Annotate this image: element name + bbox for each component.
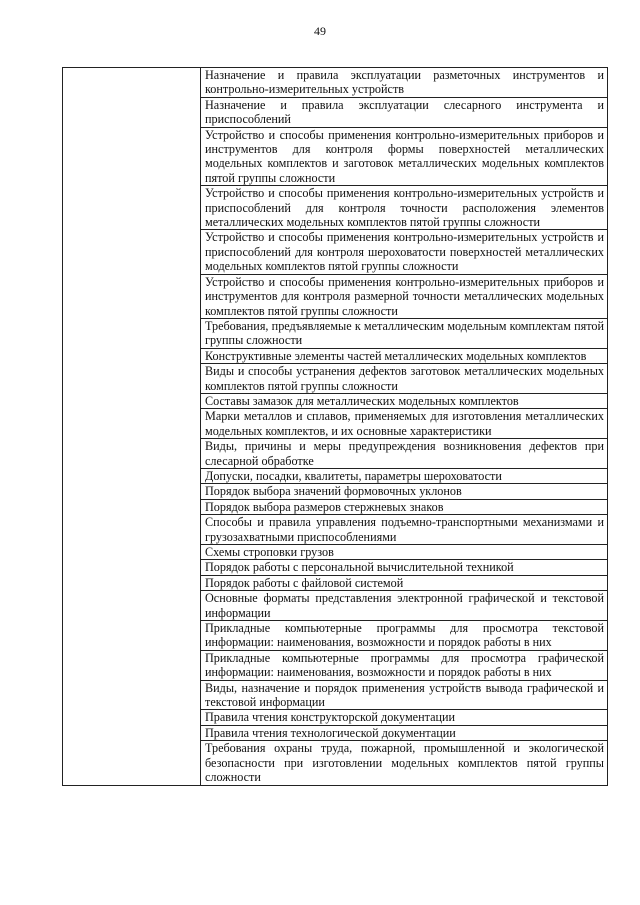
- table-cell: Требования охраны труда, пожарной, промышленной и экологической безопасности при изготовлении модельных комплектов пятой группы сложности: [201, 741, 608, 785]
- table-cell: Устройство и способы применения контрольно-измерительных устройств и приспособлений для контроля точности расположения элементов металлических модельных комплектов пятой группы сложности: [201, 186, 608, 230]
- table-cell: Прикладные компьютерные программы для просмотра графической информации: наименования, возможности и порядок работы в них: [201, 650, 608, 680]
- table-cell: Способы и правила управления подъемно-транспортными механизмами и грузозахватными приспособлениями: [201, 515, 608, 545]
- table-cell: Устройство и способы применения контрольно-измерительных устройств и приспособлений для контроля шероховатости поверхностей металлических модельных комплектов пятой группы сложности: [201, 230, 608, 274]
- table-cell: Марки металлов и сплавов, применяемых для изготовления металлических модельных комплектов, и их основные характеристики: [201, 409, 608, 439]
- table-cell: Составы замазок для металлических модельных комплектов: [201, 393, 608, 408]
- table-cell: Правила чтения конструкторской документации: [201, 710, 608, 725]
- table-cell: Порядок работы с персональной вычислительной техникой: [201, 560, 608, 575]
- page-number: 49: [314, 24, 326, 38]
- table-cell: Схемы строповки грузов: [201, 545, 608, 560]
- table-cell: Порядок работы с файловой системой: [201, 575, 608, 590]
- table-cell: Устройство и способы применения контрольно-измерительных приборов и инструментов для контроля размерной точности металлических модельных комплектов пятой группы сложности: [201, 274, 608, 318]
- table-cell: Назначение и правила эксплуатации разметочных инструментов и контрольно-измерительных устройств: [201, 68, 608, 98]
- table-cell: Виды и способы устранения дефектов заготовок металлических модельных комплектов пятой группы сложности: [201, 364, 608, 394]
- table-cell: Назначение и правила эксплуатации слесарного инструмента и приспособлений: [201, 97, 608, 127]
- table-cell: Допуски, посадки, квалитеты, параметры шероховатости: [201, 468, 608, 483]
- table-cell: Виды, назначение и порядок применения устройств вывода графической и текстовой информации: [201, 680, 608, 710]
- table-row: [63, 68, 608, 98]
- table-cell: Основные форматы представления электронной графической и текстовой информации: [201, 591, 608, 621]
- table-cell: Конструктивные элементы частей металлических модельных комплектов: [201, 348, 608, 363]
- table-cell: Порядок выбора размеров стержневых знаков: [201, 499, 608, 514]
- table-cell: Прикладные компьютерные программы для просмотра текстовой информации: наименования, возможности и порядок работы в них: [201, 621, 608, 651]
- knowledge-table: [62, 67, 608, 786]
- table-cell: Требования, предъявляемые к металлическим модельным комплектам пятой группы сложности: [201, 318, 608, 348]
- table-cell: Правила чтения технологической документации: [201, 725, 608, 740]
- table-cell: Порядок выбора значений формовочных уклонов: [201, 484, 608, 499]
- table-cell: Виды, причины и меры предупреждения возникновения дефектов при слесарной обработке: [201, 439, 608, 469]
- table-cell: Устройство и способы применения контрольно-измерительных приборов и инструментов для контроля формы поверхностей металлических модельных комплектов и заготовок металлических модельных комплектов пятой группы сложности: [201, 127, 608, 186]
- table-left-cell: [63, 68, 201, 786]
